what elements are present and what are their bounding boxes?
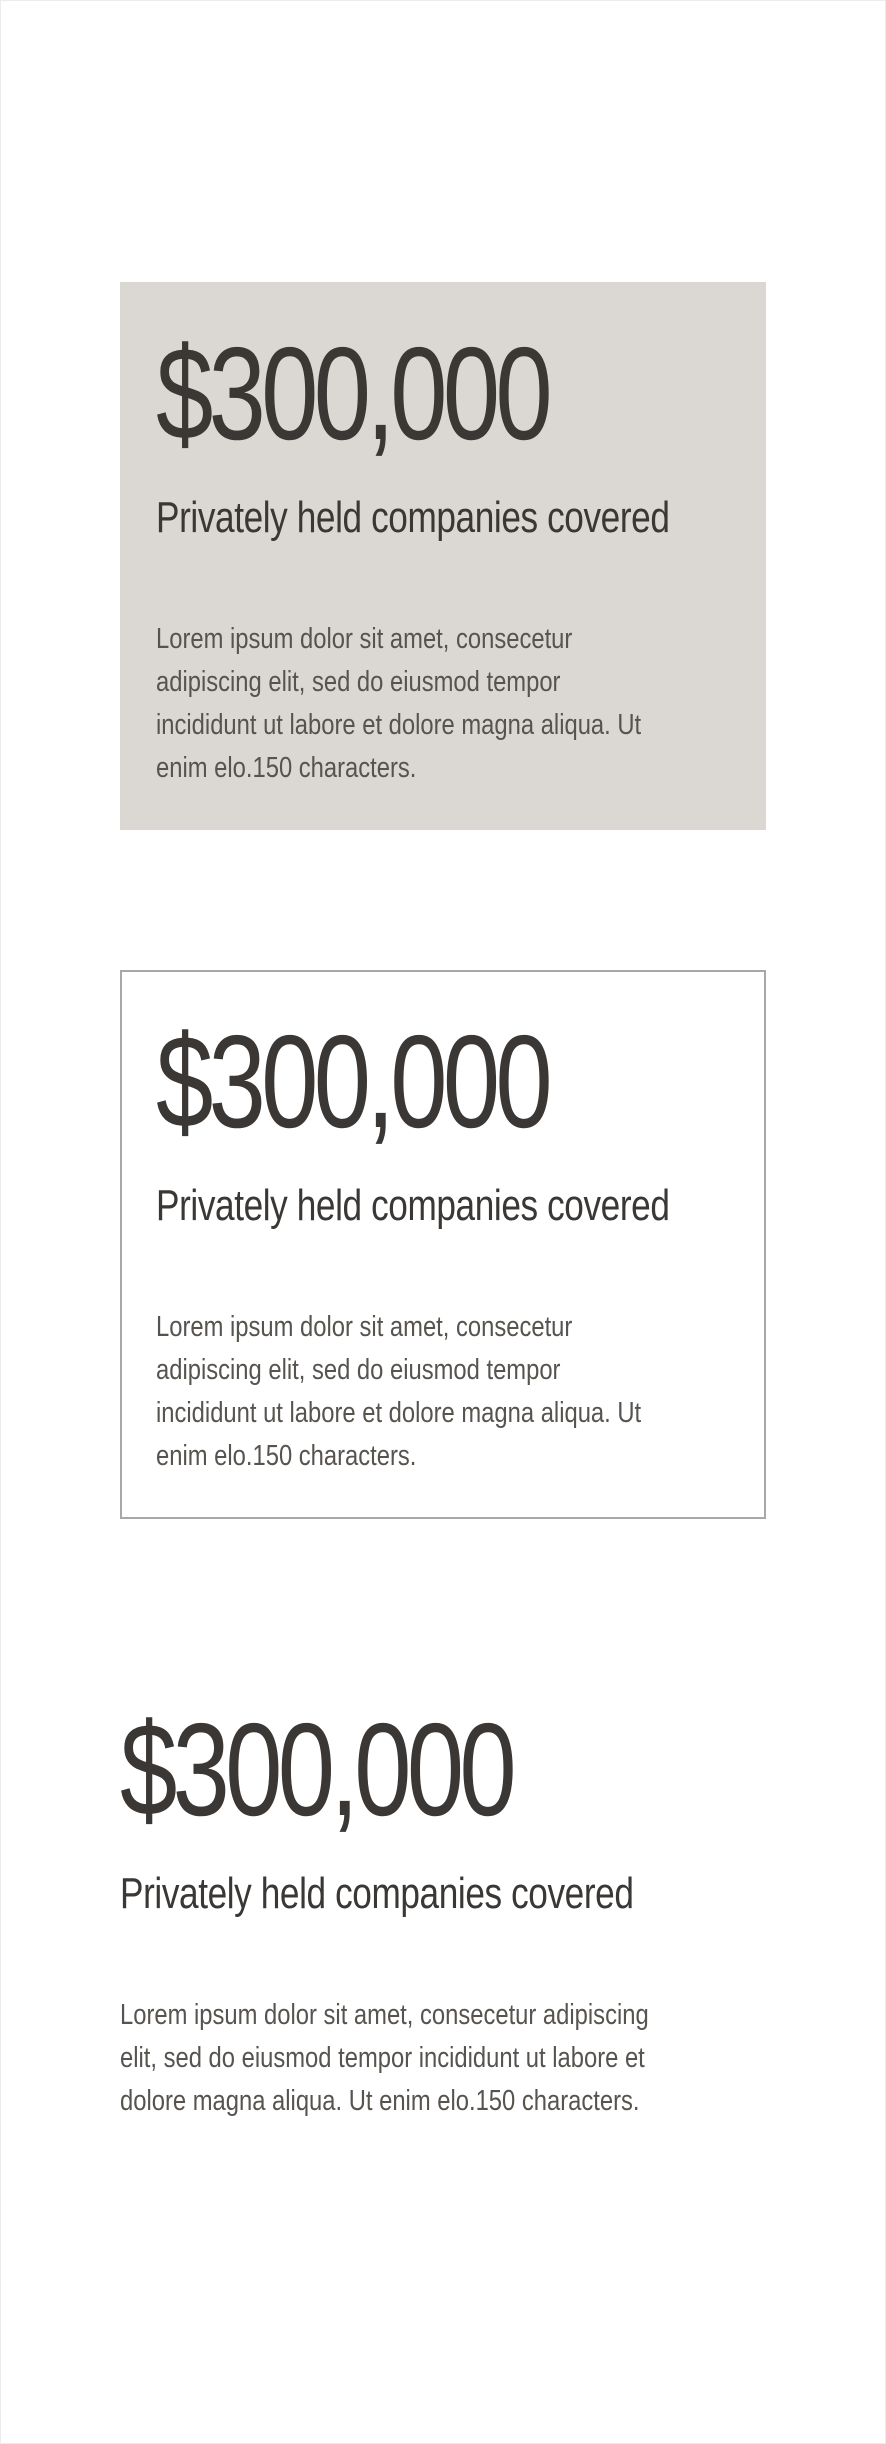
stat-amount: $300,000 [120,1696,512,1843]
stat-amount: $300,000 [156,320,548,467]
stat-description: Lorem ipsum dolor sit amet, consecetur adipiscing elit, sed do eiusmod tempor incididunt ut labore et dolore magna aliqua. Ut enim elo.150 characters. [156,623,642,784]
stat-subtitle: Privately held companies covered [156,493,670,542]
stat-card-shaded [120,282,766,830]
stat-amount: $300,000 [156,1008,548,1155]
stat-subtitle: Privately held companies covered [120,1869,634,1918]
stat-description: Lorem ipsum dolor sit amet, consecetur adipiscing elit, sed do eiusmod tempor incididunt ut labore et dolore magna aliqua. Ut enim elo.150 characters. [156,1311,642,1472]
stat-card-outlined [120,970,766,1519]
stat-card-plain [120,1658,766,2178]
stat-description: Lorem ipsum dolor sit amet, consecetur adipiscing elit, sed do eiusmod tempor incididunt ut labore et dolore magna aliqua. Ut enim elo.150 characters. [120,1999,649,2117]
stat-subtitle: Privately held companies covered [156,1181,670,1230]
